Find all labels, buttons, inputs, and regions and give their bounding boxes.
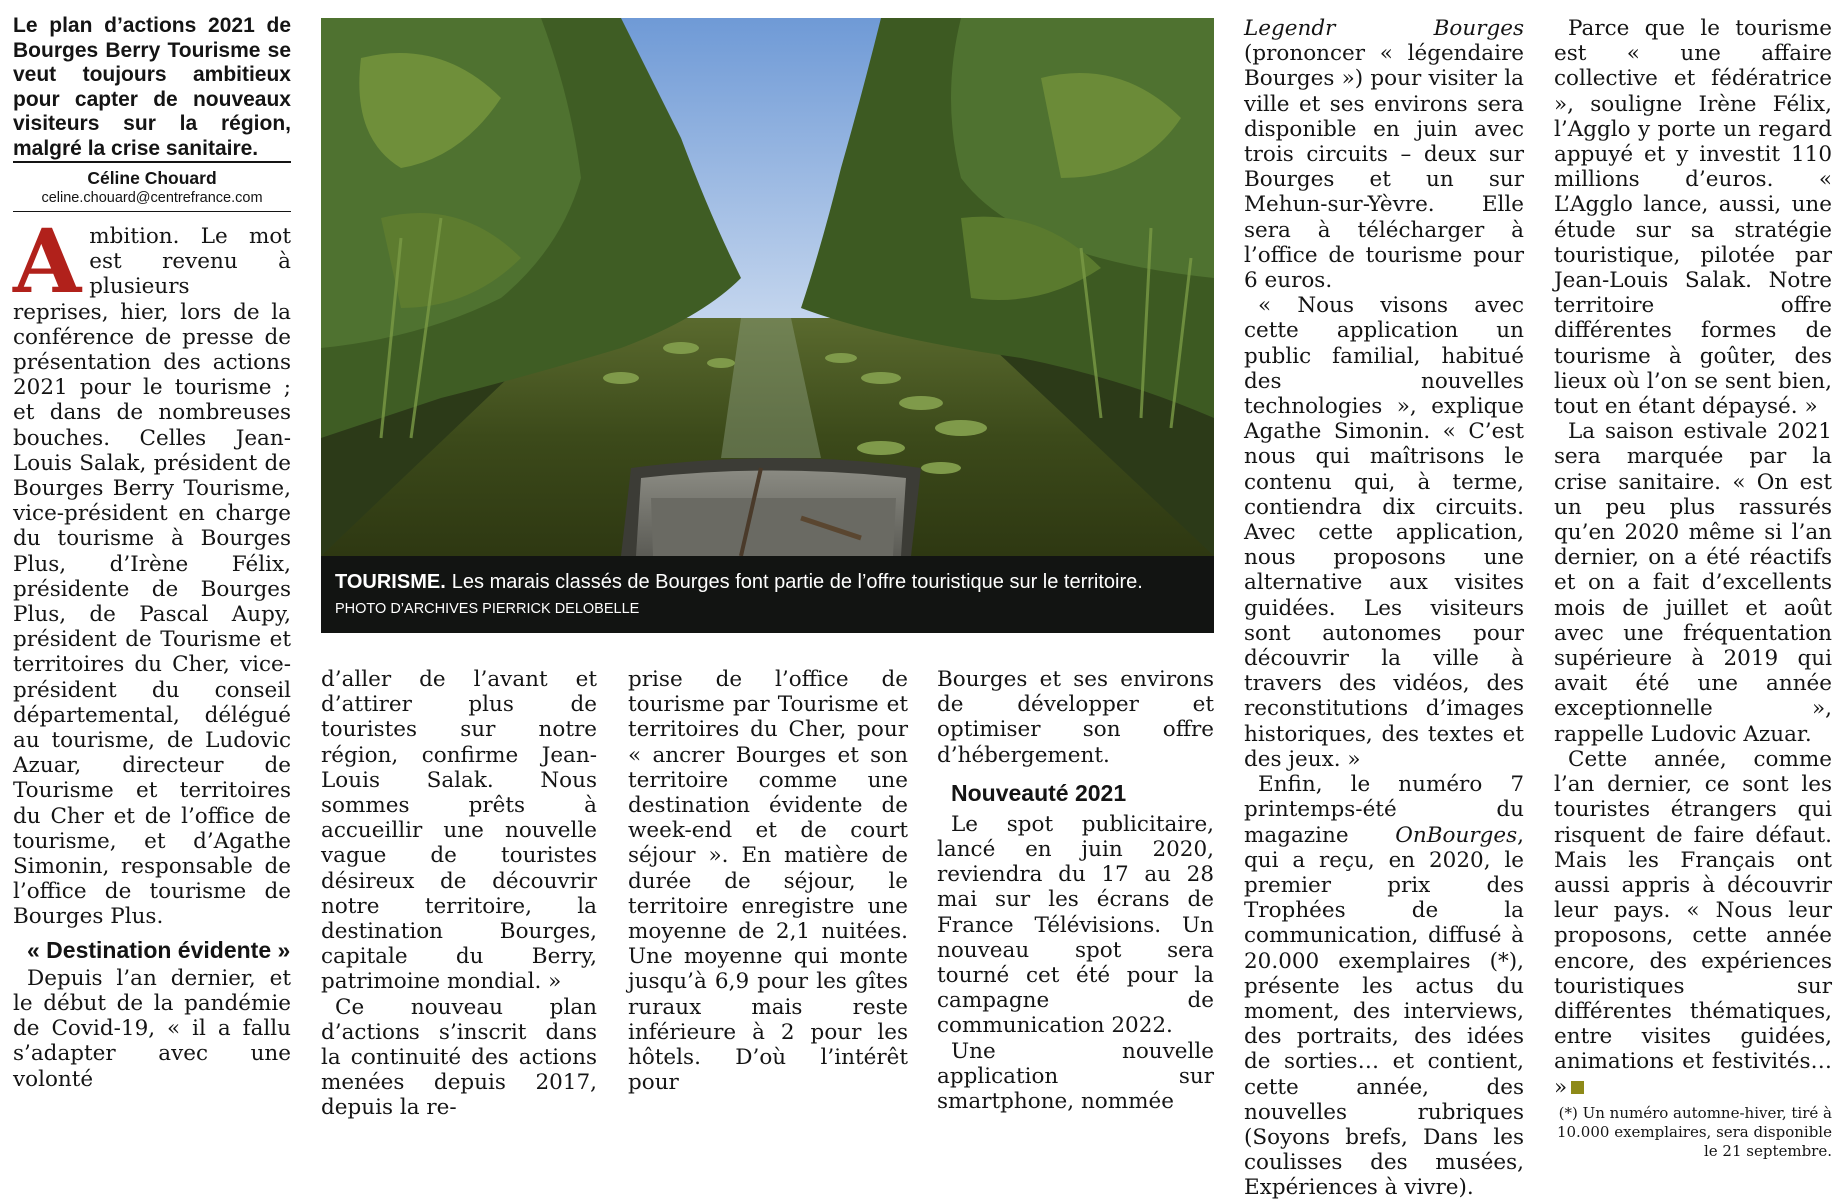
paragraph: La saison estivale 2021 sera marquée par la crise sanitaire. « On est un peu plus rassurés qu’en 2020 même si l’an dernier, on a été réactifs et on a fait d’excellents mois de juillet et août avec une fréquentation supérieure à 2019 qui avait été une année exceptionnelle », rappelle Ludovic Azuar. <box>1554 419 1832 747</box>
paragraph-text: (prononcer « légendaire Bourges ») pour visiter la ville et ses environs sera disponible en juin avec trois circuits – deux sur Bourges et un sur Mehun-sur-Yèvre. Elle sera à télécharger à l’office de tourisme pour 6 euros. <box>1244 41 1524 294</box>
paragraph: Une nouvelle application sur smartphone, nommée <box>937 1038 1214 1115</box>
paragraph: Parce que le tourisme est « une affaire collective et fédératrice », souligne Irène Félix, l’Agglo y porte un regard appuyé et y investit 110 millions d’euros. « L’Agglo lance, aussi, une étude sur sa stratégie touristique, pilotée par Jean-Louis Salak. Notre territoire offre différentes formes de tourisme à goûter, des lieux où l’on se sent bien, tout en étant dépaysé. » <box>1554 16 1832 420</box>
paragraph <box>1244 16 1524 293</box>
column-5 <box>1244 16 1524 1201</box>
paragraph: prise de l’office de tourisme par Tourisme et territoires du Cher, pour « ancrer Bourges et son territoire comme une destination évidente de week-end et de court séjour ». En matière de durée de séjour, le territoire enregistre une moyenne de 2,1 nuitées. Une moyenne qui monte jusqu’à 6,9 pour les gîtes ruraux mais reste inférieure à 2 pour les hôtels. D’où l’intérêt pour <box>628 667 908 1096</box>
marsh-boat-image <box>321 18 1214 556</box>
byline-email[interactable]: celine.chouard@centrefrance.com <box>41 190 263 206</box>
column-3 <box>628 667 908 1095</box>
caption-text: Les marais classés de Bourges font partie de l’offre touristique sur le territoire. <box>451 571 1143 593</box>
paragraph: d’aller de l’avant et d’attirer plus de touristes sur notre région, confirme Jean-Louis Salak. Nous sommes prêts à accueillir une nouvelle vague de touristes désireux de découvrir notre territoire, la destination Bourges, capitale du Berry, patrimoine mondial. » <box>321 667 597 995</box>
paragraph-text: mbition. Le mot est revenu à plusieurs reprises, hier, lors de la conférence de presse de présentation des actions 2021 pour le tourisme ; et dans de nombreuses bouches. Celles Jean-Louis Salak, président de Bourges Berry Tourisme, vice-président en charge du tourisme à Bourges Plus, d’Irène Félix, présidente de Bourges Plus, de Pascal Aupy, président de Tourisme et territoires du Cher, vice-président du conseil départemental, délégué au tourisme, de Ludovic Azuar, directeur de Tourisme et territoires du Cher et de l’office de tourisme, et d’Agathe Simonin, responsable de l’office de tourisme de Bourges Plus. <box>13 224 291 930</box>
paragraph: Le spot publicitaire, lancé en juin 2020, reviendra du 17 au 28 mai sur les écrans de France Télévisions. Un nouveau spot sera tourné cet été pour la campagne de communication 2022. <box>937 811 1214 1039</box>
photo-caption <box>335 570 1143 594</box>
paragraph: Depuis l’an dernier, et le début de la pandémie de Covid-19, « il a fallu s’adapter avec une volonté <box>13 965 291 1092</box>
paragraph-text: Enfin, le numéro 7 printemps-été du magazine <box>1244 772 1524 848</box>
column-1 <box>13 14 291 1092</box>
subheading: « Destination évidente » <box>27 936 291 963</box>
paragraph: Bourges et ses environs de développer et optimiser son offre d’hébergement. <box>937 667 1214 768</box>
paragraph-text: , qui a reçu, en 2020, le premier prix des Trophées de la communication, diffusé à 20.000 exemplaires (*), présente les actus du moment, des interviews, des portraits, des idées de sorties… et contient, cette année, des nouvelles rubriques (Soyons brefs, Dans les coulisses des musées, Expériences à vivre). <box>1244 822 1524 1201</box>
article-lede: Le plan d’actions 2021 de Bourges Berry Tourisme se veut toujours ambitieux pour capter de nouveaux visiteurs sur la région, malgré la crise sanitaire. <box>13 14 291 160</box>
column-2 <box>321 667 597 1121</box>
paragraph <box>1244 772 1524 1200</box>
app-name: Legendr Bourges <box>1244 16 1524 41</box>
paragraph: Ce nouveau plan d’actions s’inscrit dans la continuité des actions menées depuis 2017, depuis la re- <box>321 994 597 1121</box>
paragraph-text: Cette année, comme l’an dernier, ce sont les touristes étrangers qui risquent de faire défaut. Mais les Français ont aussi appris à découvrir leur pays. « Nous leur proposons, cette année encore, des expériences touristiques sur différentes thématiques, entre visites guidées, animations et festivités… » <box>1554 746 1832 1100</box>
article-photo <box>321 18 1214 633</box>
photo-credit: PHOTO D’ARCHIVES PIERRICK DELOBELLE <box>335 601 640 617</box>
subheading: Nouveauté 2021 <box>951 779 1127 806</box>
paragraph <box>13 209 291 930</box>
magazine-name: OnBourges <box>1395 822 1518 848</box>
paragraph: « Nous visons avec cette application un public familial, habitué des nouvelles technologies », explique Agathe Simonin. « C’est nous qui maîtrisons le contenu qui, à terme, contiendra dix circuits. Avec cette application, nous proposons une alternative aux visites guidées. Les visiteurs sont autonomes pour découvrir la ville à travers des vidéos, des reconstitutions d’images historiques, des textes et des jeux. » <box>1244 293 1524 772</box>
drop-cap: A <box>13 209 82 313</box>
byline-top-rule <box>13 161 291 163</box>
byline-author: Céline Chouard <box>87 168 217 188</box>
column-6 <box>1554 16 1832 1161</box>
paragraph <box>1554 747 1832 1100</box>
footnote: (*) Un numéro automne-hiver, tiré à 10.000 exemplaires, sera disponible le 21 septembre. <box>1556 1103 1832 1160</box>
caption-label: TOURISME. <box>335 571 446 593</box>
column-4 <box>937 667 1214 1114</box>
end-of-article-mark <box>1571 1081 1584 1094</box>
